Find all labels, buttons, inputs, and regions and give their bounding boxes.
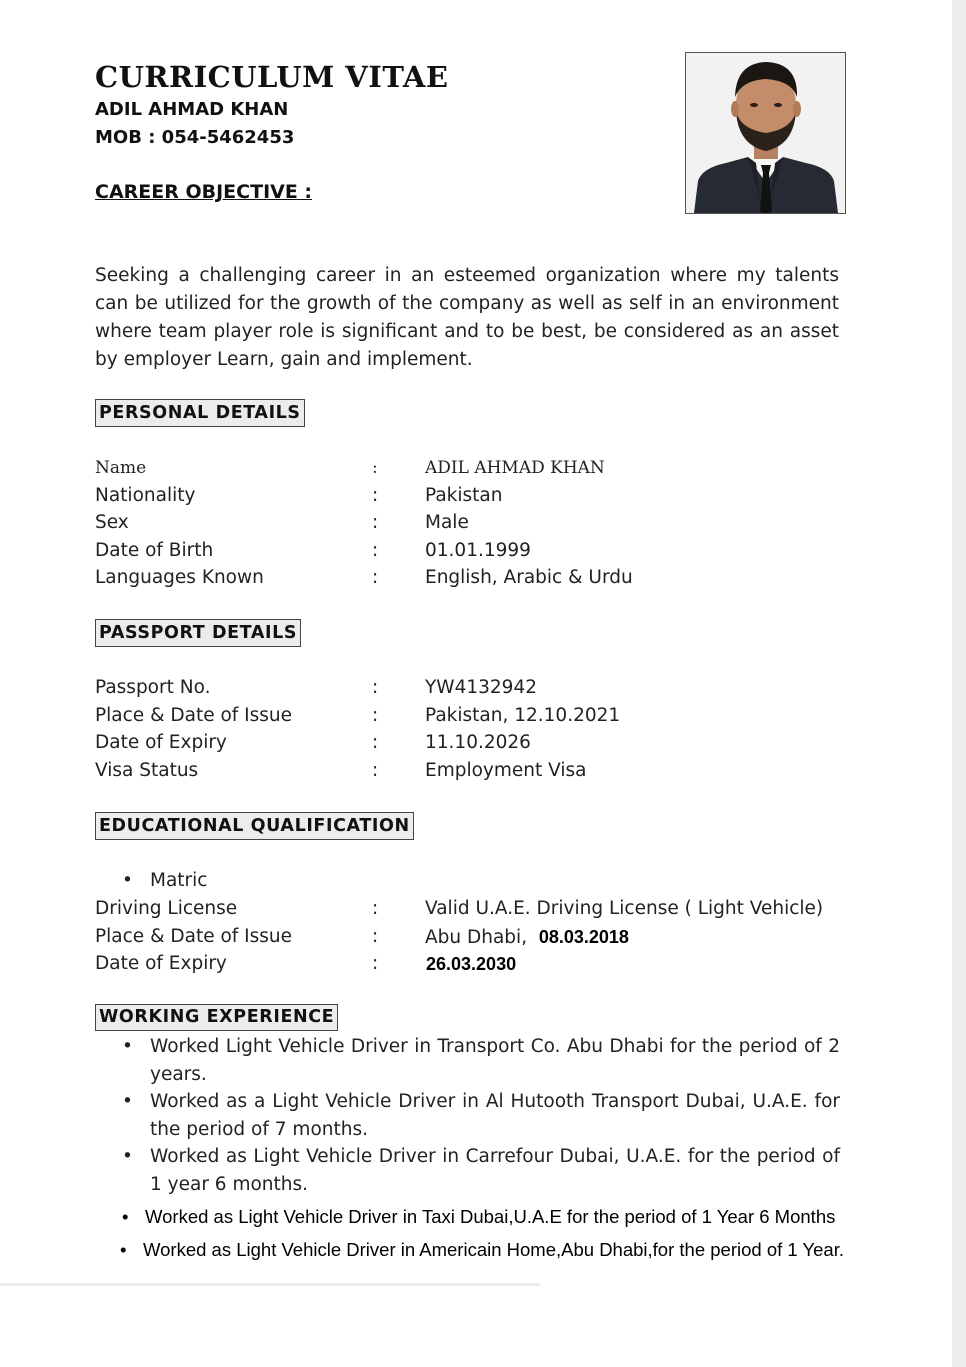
list-item [122,1088,840,1143]
detail-row-driving-license [95,896,855,924]
career-objective-text: Seeking a challenging career in an esteemed organization where my talents can be utilized for the growth of the company as well as self in an environment where team player role is significant and to be best, be considered as an asset by employer Learn, gain and implement. [95,265,839,370]
work-experience-heading: WORKING EXPERIENCE [95,1004,338,1031]
education-item [122,868,207,894]
detail-label: Passport No. [95,677,211,698]
person-portrait-icon [686,53,845,213]
detail-separator: : [372,732,379,754]
detail-value: Pakistan, 12.10.2021 [425,704,621,726]
list-item [122,1033,840,1088]
detail-label: Date of Birth [95,539,214,561]
issue-date: 08.03.2018 [538,926,629,947]
detail-value: 01.01.1999 [425,539,531,561]
detail-separator: : [372,677,379,698]
career-objective-heading: CAREER OBJECTIVE : [95,181,313,203]
detail-separator: : [372,759,379,781]
personal-details-heading: PERSONAL DETAILS [95,399,305,427]
detail-separator: : [372,484,379,506]
list-item [122,1202,862,1232]
detail-separator: : [372,704,379,726]
detail-value: 26.03.2030 [426,954,517,975]
detail-label: Sex [95,512,129,534]
detail-label: Visa Status [95,759,199,781]
bullet-icon: • [122,1036,133,1057]
detail-value: Pakistan [425,484,503,506]
detail-row-nationality [95,483,855,511]
detail-value: ADIL AHMAD KHAN [425,458,605,478]
passport-details-heading: PASSPORT DETAILS [95,619,301,647]
list-item [122,1143,840,1198]
detail-label: Languages Known [95,567,264,589]
work-item-text: Worked as Light Vehicle Driver in Carrefour Dubai, U.A.E. for the period of 1 year 6 months. [150,1146,840,1195]
page-bottom-divider [0,1283,540,1286]
cv-title: CURRICULUM VITAE [95,60,449,94]
bullet-icon: • [122,1091,133,1113]
detail-separator: : [372,567,379,589]
detail-separator: : [372,953,379,975]
detail-separator: : [372,925,379,947]
detail-value: English, Arabic & Urdu [425,567,633,589]
detail-row-name [95,455,855,483]
bullet-icon: • [122,870,133,891]
passport-details-list [95,675,855,785]
bullet-icon: • [120,1238,127,1260]
work-experience-list [122,1033,862,1265]
detail-value [425,924,629,951]
detail-value: Valid U.A.E. Driving License ( Light Vehicle) [425,898,824,919]
work-item-text: Worked as a Light Vehicle Driver in Al Hutooth Transport Dubai, U.A.E. for the period of 7 months. [150,1091,840,1140]
detail-row-license-issue [95,924,855,952]
detail-label: Place & Date of Issue [95,925,293,947]
detail-label: Driving License [95,898,238,919]
detail-row-dob [95,538,855,566]
detail-value: Male [425,512,469,534]
list-item [120,1235,862,1265]
work-item-text: Worked as Light Vehicle Driver in Americain Home,Abu Dhabi,for the period of 1 Year. [143,1238,844,1260]
detail-row-languages [95,565,855,593]
detail-label: Place & Date of Issue [95,704,293,726]
education-item-label: Matric [150,870,208,891]
work-item-text: Worked as Light Vehicle Driver in Taxi Dubai,U.A.E for the period of 1 Year 6 Months [145,1205,836,1227]
bullet-icon: • [122,1146,133,1168]
detail-label: Nationality [95,484,196,506]
detail-separator: : [372,898,379,919]
detail-row-passport-no [95,675,855,703]
detail-label: Date of Expiry [95,732,227,754]
personal-details-list [95,455,855,593]
bullet-icon: • [122,1205,129,1227]
work-item-text: Worked Light Vehicle Driver in Transport Co. Abu Dhabi for the period of 2 years. [150,1036,840,1085]
license-details-list [95,896,855,979]
detail-row-license-expiry [95,951,855,979]
mobile-number: MOB : 054-5462453 [95,127,295,148]
detail-row-issue [95,703,855,731]
profile-photo [685,52,846,214]
detail-separator: : [372,458,378,478]
detail-value: YW4132942 [425,677,537,698]
education-heading: EDUCATIONAL QUALIFICATION [95,812,414,840]
detail-label: Date of Expiry [95,953,227,975]
detail-label: Name [95,458,147,478]
detail-row-expiry [95,730,855,758]
detail-row-sex [95,510,855,538]
candidate-name: ADIL AHMAD KHAN [95,99,289,120]
detail-value: 11.10.2026 [425,732,531,754]
detail-value: Employment Visa [425,759,587,781]
page-edge-strip [952,0,966,1367]
detail-separator: : [372,539,379,561]
detail-separator: : [372,512,379,534]
issue-place: Abu Dhabi, [425,926,528,948]
detail-row-visa [95,758,855,786]
